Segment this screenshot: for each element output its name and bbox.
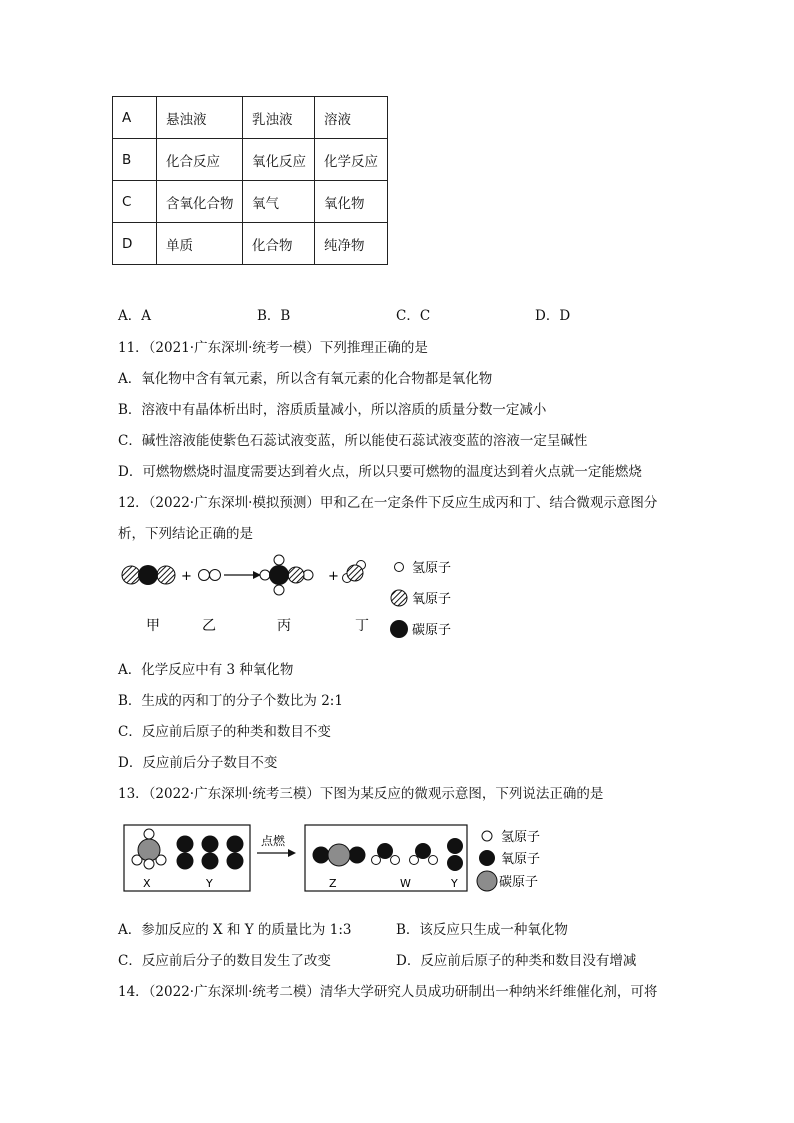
hydrogen-atom [144,829,154,839]
label-y-product: Y [451,877,458,890]
q11-stem: 11．（2021·广东深圳·统考一模）下列推理正确的是 [118,340,428,356]
molecule-ding [343,561,366,583]
legend [390,561,451,638]
q12-option-a: A．化学反应中有 3 种氧化物 [118,662,294,678]
molecule-jia [122,565,175,585]
table-cell: 氧化物 [315,181,388,223]
carbon-legend-icon [477,871,497,891]
carbon-atom [138,839,160,861]
oxygen-atom [177,836,194,853]
table-cell: 纯净物 [315,223,388,265]
hydrogen-atom [372,856,381,865]
table-cell: D [113,223,157,265]
carbon-atom [138,565,158,585]
oxygen-atom [122,566,140,584]
table-cell: 化学反应 [315,139,388,181]
q13-option-d: D．反应前后原子的种类和数目没有增减 [396,953,637,969]
table-cell: 溶液 [315,97,388,139]
table-cell: 氧气 [243,181,315,223]
hydrogen-atom [391,856,400,865]
q10-option-a: A．A [118,308,151,324]
q13-option-b: B．该反应只生成一种氧化物 [396,922,568,938]
q12-option-b: B．生成的丙和丁的分子个数比为 2:1 [118,693,343,709]
table-cell: 氧化反应 [243,139,315,181]
q11-option-b: B．溶液中有晶体析出时，溶质质量减小，所以溶质的质量分数一定减小 [118,402,547,418]
q10-option-d: D．D [535,308,571,324]
q10-option-b: B．B [257,308,291,324]
oxygen-atom [227,836,244,853]
legend-carbon: 碳原子 [499,875,539,890]
label-w: W [400,877,411,890]
legend-hydrogen: 氢原子 [412,561,452,576]
label-jia: 甲 [146,618,160,634]
plus-sign: + [328,569,339,584]
table-row [113,97,388,139]
hydrogen-atom [260,570,270,580]
q12-option-d: D．反应前后分子数目不变 [118,755,278,771]
table-cell: 乳浊液 [243,97,315,139]
oxygen-atom [227,853,244,870]
label-y: Y [206,877,213,890]
carbon-atom [269,565,289,585]
hydrogen-atom [210,570,221,581]
table-cell: 化合反应 [157,139,243,181]
oxygen-atom [377,843,393,859]
carbon-legend-icon [390,620,408,638]
oxygen-atom [349,847,366,864]
hydrogen-atom [199,570,210,581]
oxygen-legend-icon [479,850,495,866]
table-cell: A [113,97,157,139]
label-z: Z [329,877,337,890]
q12-reaction-diagram [110,548,490,648]
q13-option-c: C．反应前后分子的数目发生了改变 [118,953,331,969]
oxygen-legend-icon [391,590,407,606]
q11-option-a: A．氧化物中含有氧元素，所以含有氧元素的化合物都是氧化物 [118,371,493,387]
molecule-z [313,844,366,866]
table-cell: 悬浊液 [157,97,243,139]
reaction-arrow [224,571,261,579]
hydrogen-legend-icon [482,831,492,841]
plus-sign: + [181,569,192,584]
table-row [113,139,388,181]
oxygen-atom [415,843,431,859]
legend [477,830,540,891]
q12-stem-line1: 12．（2022·广东深圳·模拟预测）甲和乙在一定条件下反应生成丙和丁、结合微观示意图分 [118,495,658,511]
table-cell: C [113,181,157,223]
table-cell: 单质 [157,223,243,265]
q12-option-c: C．反应前后原子的种类和数目不变 [118,724,331,740]
label-yi: 乙 [202,618,216,634]
oxygen-atom [288,567,304,583]
q11-option-d: D．可燃物燃烧时温度需要达到着火点，所以只要可燃物的温度达到着火点就一定能燃烧 [118,464,642,480]
q13-stem: 13．（2022·广东深圳·统考三模）下图为某反应的微观示意图，下列说法正确的是 [118,786,604,802]
reaction-condition: 点燃 [261,834,286,848]
q12-stem-line2: 析，下列结论正确的是 [118,526,253,542]
table-cell: 化合物 [243,223,315,265]
q13-option-a: A．参加反应的 X 和 Y 的质量比为 1:3 [118,922,352,938]
oxygen-atom [177,853,194,870]
legend-oxygen: 氧原子 [501,852,541,867]
legend-hydrogen: 氢原子 [501,830,541,845]
oxygen-atom [447,855,463,871]
classification-table [112,96,388,265]
table-cell: B [113,139,157,181]
oxygen-atom [202,836,219,853]
table-row [113,181,388,223]
q10-option-c: C．C [396,308,431,324]
hydrogen-atom [410,856,419,865]
label-ding: 丁 [355,618,369,634]
carbon-atom [328,844,350,866]
hydrogen-legend-icon [395,563,404,572]
reaction-arrow [257,849,296,857]
molecule-yi [199,570,221,581]
oxygen-atom [347,565,363,581]
oxygen-atom [447,838,463,854]
q14-stem: 14．（2022·广东深圳·统考二模）清华大学研究人员成功研制出一种纳米纤维催化剂，可将 [118,984,658,1000]
q11-option-c: C．碱性溶液能使紫色石蕊试液变蓝，所以能使石蕊试液变蓝的溶液一定呈碱性 [118,433,588,449]
hydrogen-atom [144,859,154,869]
oxygen-atom [202,853,219,870]
oxygen-atom [157,566,175,584]
molecule-bing [260,555,313,595]
hydrogen-atom [274,555,284,565]
hydrogen-atom [274,585,284,595]
q13-reaction-diagram [118,820,558,900]
oxygen-atom [313,847,330,864]
legend-oxygen: 氧原子 [412,592,452,607]
table-row [113,223,388,265]
legend-carbon: 碳原子 [412,623,452,638]
hydrogen-atom [429,856,438,865]
label-x: X [143,877,151,890]
table-cell: 含氧化合物 [157,181,243,223]
label-bing: 丙 [277,618,291,634]
